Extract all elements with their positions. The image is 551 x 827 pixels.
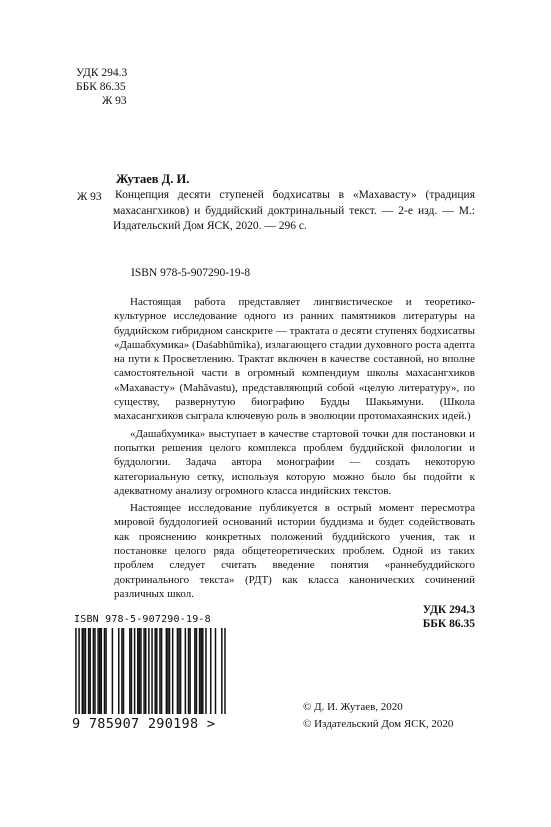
bbk-code: ББК 86.35 xyxy=(76,81,126,93)
copyright-block xyxy=(303,699,453,733)
barcode-bar xyxy=(93,628,95,714)
barcode-bar xyxy=(177,628,179,714)
barcode-bar xyxy=(123,628,125,714)
barcode-bar xyxy=(159,628,161,714)
barcode-bar xyxy=(104,628,106,714)
barcode-bar xyxy=(180,628,182,714)
barcode-bar xyxy=(161,628,163,714)
barcode-digits: 9 785907 290198 > xyxy=(72,716,216,732)
barcode-bar xyxy=(167,628,169,714)
bibliographic-description: Концепция десяти ступеней бодхисатвы в «Махавасту» (традиция махасангхиков) и буддийский доктринальный текст. — 2-е изд. — М.: Издательский Дом ЯСК, 2020. — 296 с. xyxy=(113,189,475,233)
author-mark: Ж 93 xyxy=(102,95,127,107)
barcode-bar xyxy=(131,628,133,714)
barcode-bar xyxy=(75,628,77,714)
barcode-bar xyxy=(99,628,101,714)
barcode-bar xyxy=(151,628,153,714)
abstract-paragraph-2: «Дашабхумика» выступает в качестве стартовой точки для постановки и попытки решения целого комплекса проблем буддийской филологии и буддологии. Задача автора монографии — создать некоторую категориальную сетку, используя которую можно было бы подойти к адекватному анализу огромного класса индийских текстов. xyxy=(114,427,475,497)
barcode-bar xyxy=(169,628,171,714)
barcode-bar xyxy=(145,628,147,714)
barcode-bar xyxy=(189,628,191,714)
barcode-bar xyxy=(88,628,90,714)
barcode-bar xyxy=(188,628,190,714)
barcode-bar xyxy=(154,628,156,714)
barcode-bar xyxy=(205,628,207,714)
barcode-bar xyxy=(89,628,91,714)
barcode-bar xyxy=(199,628,201,714)
barcode-bar xyxy=(140,628,142,714)
classification-bottom xyxy=(423,603,475,631)
barcode-bar xyxy=(221,628,223,714)
barcode-bar xyxy=(224,628,226,714)
abstract-paragraph-1: Настоящая работа представляет лингвистическое и теоретико-культурное исследование одного из ранних памятников литературы на буддийском гибридном санскрите — трактата о десяти ступенях бодхисатвы «Дашабхумика» (Daśabhūmika), излагающего стадии духовного роста адепта на пути к Просветлению. Трактат включен в качестве составной, но вполне самостоятельной части в огромный компендиум школы махасангхиков «Махавасту» (Mahāvastu), представляющий собой «целую литературу», по существу, развернутую биографию Будды Шакьямуни. (Школа махасангхиков сыграла ключевую роль в эволюции протомахаянских идей.) xyxy=(114,296,475,423)
barcode-bar xyxy=(196,628,198,714)
barcode-bar xyxy=(85,628,87,714)
barcode-isbn-label: ISBN 978-5-907290-19-8 xyxy=(74,614,211,625)
barcode-bar xyxy=(105,628,107,714)
barcode-bar xyxy=(202,628,204,714)
classification-top xyxy=(76,66,127,108)
barcode-bar xyxy=(137,628,139,714)
barcode-bar xyxy=(82,628,84,714)
barcode-bar xyxy=(185,628,187,714)
copyright-author: © Д. И. Жутаев, 2020 xyxy=(303,701,403,713)
barcode-bar xyxy=(112,628,114,714)
barcode-bar xyxy=(134,628,136,714)
barcode-bar xyxy=(200,628,202,714)
author-name: Жутаев Д. И. xyxy=(116,172,190,186)
udk-code-bottom: УДК 294.3 xyxy=(422,604,475,616)
barcode-bars xyxy=(72,628,229,716)
barcode-bar xyxy=(194,628,196,714)
copyright-publisher: © Издательский Дом ЯСК, 2020 xyxy=(303,718,454,730)
barcode-bar xyxy=(94,628,96,714)
barcode-bar xyxy=(139,628,141,714)
abstract xyxy=(114,295,475,604)
barcode-bar xyxy=(97,628,99,714)
barcode-bar xyxy=(83,628,85,714)
author-mark-left: Ж 93 xyxy=(77,191,102,203)
udk-code: УДК 294.3 xyxy=(76,67,128,79)
barcode-bar xyxy=(148,628,150,714)
barcode-bar xyxy=(166,628,168,714)
barcode-bar xyxy=(78,628,80,714)
barcode-bar xyxy=(121,628,123,714)
barcode-bar xyxy=(101,628,103,714)
barcode-bar xyxy=(178,628,180,714)
barcode-bar xyxy=(210,628,212,714)
barcode-bar xyxy=(172,628,174,714)
bbk-code-bottom: ББК 86.35 xyxy=(422,618,475,630)
barcode-bar xyxy=(215,628,217,714)
abstract-paragraph-3: Настоящее исследование публикуется в острый момент пересмотра мировой буддологией оснований истории буддизма и будет содействовать как прояснению конкретных положений буддийского учения, так и постановке целого ряда общетеоретических проблем. Одной из таких проблем следует считать введение понятия «раннебуддийского доктринального текста» (РДТ) как класса канонических сочинений различных школ. xyxy=(114,502,475,600)
barcode-bar xyxy=(143,628,145,714)
isbn-line: ISBN 978-5-907290-19-8 xyxy=(131,267,251,279)
bibliographic-record xyxy=(113,172,475,235)
isbn-barcode xyxy=(72,614,229,734)
barcode-bar xyxy=(156,628,158,714)
barcode-bar xyxy=(118,628,120,714)
barcode-bar xyxy=(129,628,131,714)
